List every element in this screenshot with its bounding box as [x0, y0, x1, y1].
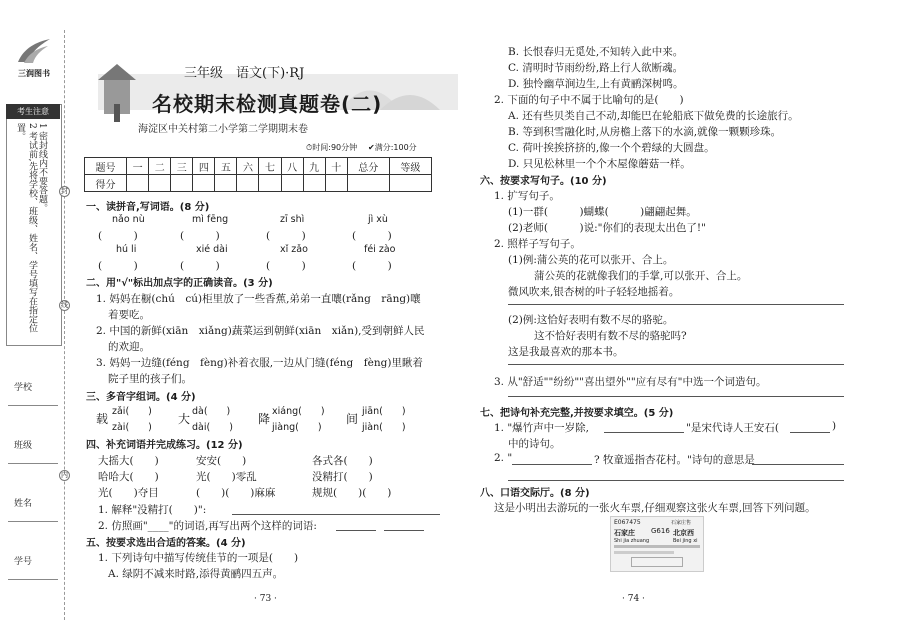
- s2-line: 1. 妈妈在橱(chú cú)柜里放了一些香蕉,弟弟一直嚷(rǎng rāng)嚷: [96, 293, 421, 305]
- score-input[interactable]: [215, 175, 237, 192]
- s2-line: 院子里的孩子们。: [108, 373, 192, 385]
- s5-option-a[interactable]: A. 绿阴不减来时路,添得黄鹂四五声。: [108, 568, 284, 580]
- score-cell: 二: [149, 158, 171, 175]
- s7-text: "是宋代诗人王安石(: [686, 422, 779, 434]
- answer-line[interactable]: [508, 304, 844, 305]
- idiom-cell[interactable]: 大摇大( ): [98, 455, 159, 467]
- s2-line: 的欢迎。: [108, 341, 150, 353]
- subtitle: 海淀区中关村第二小学第二学期期末卷: [138, 124, 308, 135]
- score-input[interactable]: [389, 175, 431, 192]
- score-input[interactable]: [193, 175, 215, 192]
- field-class-line[interactable]: [8, 463, 58, 464]
- answer-line[interactable]: [508, 480, 844, 481]
- score-cell: 等级: [389, 158, 431, 175]
- score-cell: 总分: [347, 158, 389, 175]
- score-cell: 六: [237, 158, 259, 175]
- score-cell: 七: [259, 158, 281, 175]
- field-school-line[interactable]: [8, 405, 58, 406]
- logo-icon: [14, 36, 52, 66]
- score-row-label: 得分: [85, 175, 127, 192]
- answer-line[interactable]: [752, 464, 844, 465]
- s7-text: 2. ": [494, 452, 513, 464]
- score-cell: 五: [215, 158, 237, 175]
- s6-item[interactable]: (2)老师( )说:"你们的表现太出色了!": [508, 222, 706, 234]
- pinyin-4: jì xù: [368, 214, 388, 225]
- score-cell: 四: [193, 158, 215, 175]
- option-c[interactable]: C. 清明时节雨纷纷,路上行人欲断魂。: [508, 62, 684, 74]
- s6-item: 这不恰好表明有数不尽的骆驼吗?: [534, 330, 687, 342]
- answer-blank[interactable]: ( ): [98, 230, 138, 242]
- polyphone-reading[interactable]: xiáng( ): [272, 406, 325, 417]
- answer-blank[interactable]: ( ): [266, 260, 306, 272]
- score-table-row: [85, 175, 432, 192]
- ticket-details: [614, 545, 700, 548]
- score-cell: 题号: [85, 158, 127, 175]
- pinyin-1: nǎo nù: [112, 214, 145, 225]
- idiom-cell[interactable]: 光( )零乱: [196, 471, 257, 483]
- ticket-office: 石家庄售: [671, 520, 692, 526]
- section-3-title: 三、多音字组词。(4 分): [86, 392, 196, 403]
- polyphone-char: 降: [258, 412, 271, 426]
- section-4-title: 四、补充词语并完成练习。(12 分): [86, 440, 243, 451]
- q2-option-b[interactable]: B. 等到积雪融化时,从房檐上落下的水滴,就像一颗颗珍珠。: [508, 126, 782, 138]
- polyphone-char: 大: [178, 412, 191, 426]
- option-b[interactable]: B. 长恨春归无觅处,不知转入此中来。: [508, 46, 684, 58]
- pinyin-3: zī shì: [280, 214, 305, 225]
- score-cell: 三: [171, 158, 193, 175]
- section-7-title: 七、把诗句补充完整,并按要求填空。(5 分): [480, 408, 674, 419]
- notice-1: 1 密封线内不要答题。: [37, 123, 47, 213]
- q2-option-c[interactable]: C. 荷叶挨挨挤挤的,像一个个碧绿的大圆盘。: [508, 142, 715, 154]
- s4-question-2: 2. 仿照画"____"的词语,再写出两个这样的词语:: [98, 520, 317, 532]
- answer-line[interactable]: [336, 530, 376, 531]
- s6-item: 这是我最喜欢的那本书。: [508, 346, 624, 358]
- ticket-details: [614, 551, 674, 554]
- score-cell: 一: [127, 158, 149, 175]
- field-name-label: 姓名: [14, 499, 33, 509]
- field-school-label: 学校: [14, 383, 33, 393]
- section-2-title: 二、用"√"标出加点字的正确读音。(3 分): [86, 278, 273, 289]
- s6-item: 2. 照样子写句子。: [494, 238, 581, 250]
- pinyin-7: xǐ zǎo: [280, 244, 308, 255]
- answer-line[interactable]: [508, 396, 844, 397]
- question-2: 2. 下面的句子中不属于比喻句的是( ): [494, 94, 684, 106]
- idiom-cell[interactable]: 没精打( ): [312, 471, 373, 483]
- s6-item: 蒲公英的花就像我们的手掌,可以张开、合上。: [534, 270, 748, 282]
- grade-line: 三年级 语文(下)·RJ: [184, 66, 305, 81]
- section-6-title: 六、按要求写句子。(10 分): [480, 176, 607, 187]
- s4-question-1: 1. 解释"没精打( )":: [98, 504, 207, 516]
- field-id-label: 学号: [14, 557, 33, 567]
- polyphone-reading[interactable]: dài( ): [192, 422, 233, 433]
- answer-line[interactable]: [384, 530, 424, 531]
- field-id-line[interactable]: [8, 579, 58, 580]
- seal-line: [64, 30, 65, 620]
- answer-blank[interactable]: ( ): [352, 230, 392, 242]
- score-label: ✔满分:100分: [368, 143, 417, 152]
- ticket-serial: E067475: [614, 519, 641, 526]
- answer-blank[interactable]: ( ): [352, 260, 392, 272]
- answer-line[interactable]: [512, 464, 592, 465]
- score-input[interactable]: [149, 175, 171, 192]
- polyphone-char: 载: [96, 412, 109, 426]
- s6-item: (2)例:这恰好表明有数不尽的骆驼。: [508, 314, 674, 326]
- s6-item: 3. 从"舒适""纷纷""喜出望外""应有尽有"中选一个词造句。: [494, 376, 767, 388]
- ticket-from-pinyin: Shi jia zhuang: [614, 538, 650, 544]
- answer-line[interactable]: [232, 514, 440, 515]
- polyphone-reading[interactable]: zǎi( ): [112, 406, 152, 417]
- s6-item: 微风吹来,银杏树的叶子轻轻地摇着。: [508, 286, 680, 298]
- idiom-cell[interactable]: 各式各( ): [312, 455, 373, 467]
- section-1-title: 一、读拼音,写词语。(8 分): [86, 202, 210, 213]
- s7-text: 中的诗句。: [508, 438, 561, 450]
- pinyin-6: xié dài: [196, 244, 228, 255]
- page-number-right: · 74 ·: [622, 594, 645, 604]
- pinyin-2: mì fēng: [192, 214, 229, 225]
- ticket-to-pinyin: Bei jing xi: [673, 538, 698, 544]
- answer-blank[interactable]: ( ): [98, 260, 138, 272]
- answer-line[interactable]: [508, 364, 844, 365]
- ticket-barcode-box: [631, 557, 683, 567]
- score-input[interactable]: [347, 175, 389, 192]
- answer-line[interactable]: [604, 432, 684, 433]
- notice-2: 2 考试前,先将学校、班级、姓名、学号填写在指定位置。: [15, 123, 37, 333]
- s6-item: 1. 扩写句子。: [494, 190, 560, 202]
- score-table-header: [85, 158, 432, 175]
- score-table: [84, 157, 432, 192]
- polyphone-reading[interactable]: dà( ): [192, 406, 231, 417]
- s5-question-1: 1. 下列诗句中描写传统佳节的一项是( ): [98, 552, 299, 564]
- q2-option-a[interactable]: A. 还有些贝类自己不动,却能巴在轮船底下做免费的长途旅行。: [508, 110, 799, 122]
- train-ticket: [610, 516, 704, 572]
- s7-text: ): [832, 420, 837, 432]
- score-cell: 九: [303, 158, 325, 175]
- polyphone-reading[interactable]: jiān( ): [362, 406, 406, 417]
- idiom-cell[interactable]: 光( )夺目: [98, 487, 159, 499]
- time-label: ⏱时间:90分钟: [306, 143, 358, 152]
- page-title: 名校期末检测真题卷(二): [152, 92, 383, 116]
- field-class-label: 班级: [14, 441, 33, 451]
- ticket-from: 石家庄: [614, 529, 635, 537]
- s6-item[interactable]: (1)一群( )蝴蝶( )翩翩起舞。: [508, 206, 697, 218]
- s2-line: 着要吃。: [108, 309, 150, 321]
- score-input[interactable]: [303, 175, 325, 192]
- pinyin-8: féi zào: [364, 244, 396, 255]
- q2-option-d[interactable]: D. 只见松林里一个个木屋像蘑菇一样。: [508, 158, 691, 170]
- score-input[interactable]: [259, 175, 281, 192]
- notice-title: 考生注意: [6, 104, 60, 119]
- answer-blank[interactable]: ( ): [266, 230, 306, 242]
- polyphone-reading[interactable]: zài( ): [112, 422, 152, 433]
- polyphone-reading[interactable]: jiàng( ): [272, 422, 322, 433]
- binding-strip: [0, 0, 68, 636]
- logo-text: 三润图书: [18, 69, 50, 78]
- score-cell: 十: [325, 158, 347, 175]
- answer-line[interactable]: [790, 432, 830, 433]
- option-d[interactable]: D. 独怜幽草涧边生,上有黄鹂深树鸣。: [508, 78, 684, 90]
- seal-mark-3: 内: [61, 471, 68, 479]
- seal-mark-1: 封: [61, 187, 68, 195]
- idiom-cell[interactable]: ( )( )麻麻: [196, 487, 276, 499]
- idiom-cell[interactable]: 哈哈大( ): [98, 471, 159, 483]
- answer-blank[interactable]: ( ): [180, 260, 220, 272]
- pinyin-5: hú li: [116, 244, 137, 255]
- s7-text: ? 牧童遥指杏花村。"诗句的意思是: [594, 454, 755, 466]
- seal-mark-2: 线: [61, 301, 68, 309]
- score-input[interactable]: [325, 175, 347, 192]
- score-input[interactable]: [281, 175, 303, 192]
- score-input[interactable]: [127, 175, 149, 192]
- polyphone-char: 间: [346, 412, 359, 426]
- score-input[interactable]: [237, 175, 259, 192]
- s2-line: 3. 妈妈一边缝(féng fèng)补着衣服,一边从门缝(féng fèng)里瞅着: [96, 357, 423, 369]
- score-cell: 八: [281, 158, 303, 175]
- score-input[interactable]: [171, 175, 193, 192]
- idiom-cell[interactable]: 安安( ): [196, 455, 247, 467]
- ticket-to: 北京西: [673, 529, 694, 537]
- section-5-title: 五、按要求选出合适的答案。(4 分): [86, 538, 246, 549]
- s6-item: (1)例:蒲公英的花可以张开、合上。: [508, 254, 674, 266]
- page-number-left: · 73 ·: [254, 594, 277, 604]
- s7-text: 1. "爆竹声中一岁除,: [494, 422, 590, 434]
- answer-blank[interactable]: ( ): [180, 230, 220, 242]
- s8-text: 这是小明出去游玩的一张火车票,仔细观察这张火车票,回答下列问题。: [494, 502, 816, 514]
- polyphone-reading[interactable]: jiàn( ): [362, 422, 406, 433]
- s2-line: 2. 中国的新鲜(xiān xiǎng)蔬菜运到朝鲜(xiān xiǎn),受到朝鲜人民: [96, 325, 425, 337]
- field-name-line[interactable]: [8, 521, 58, 522]
- idiom-cell[interactable]: 规规( )( ): [312, 487, 392, 499]
- section-8-title: 八、口语交际厅。(8 分): [480, 488, 590, 499]
- ticket-train: G616: [651, 527, 670, 535]
